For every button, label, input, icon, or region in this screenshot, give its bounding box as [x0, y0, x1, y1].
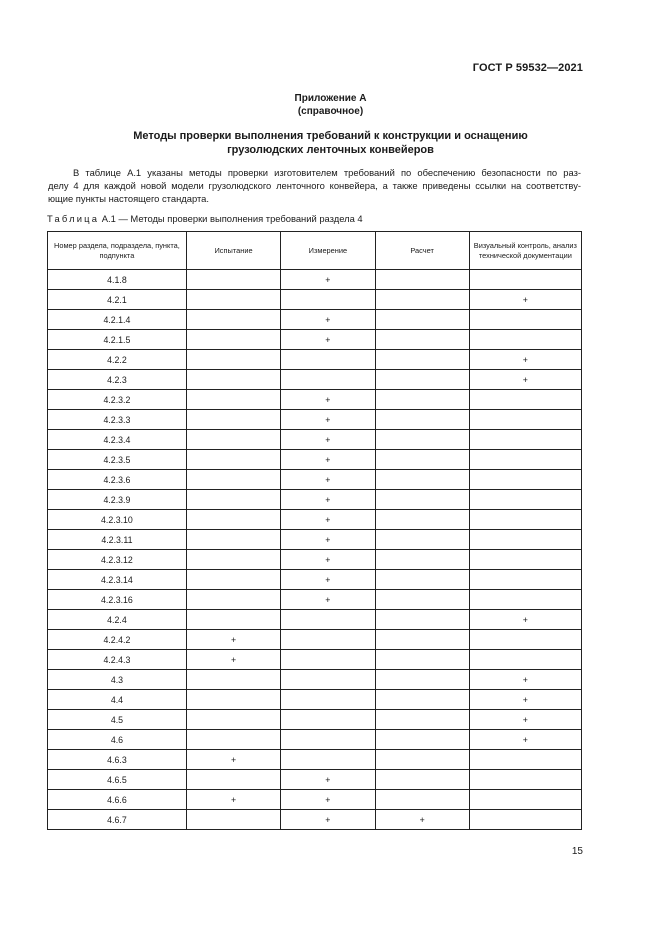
- cell-measurement: [281, 710, 375, 730]
- cell-visual-inspection: [469, 330, 581, 350]
- annex-label: Приложение А: [294, 93, 367, 104]
- cell-calculation: [375, 430, 469, 450]
- cell-calculation: [375, 710, 469, 730]
- cell-calculation: [375, 670, 469, 690]
- cell-test: [186, 710, 280, 730]
- section-heading: [80, 129, 581, 157]
- cell-calculation: [375, 290, 469, 310]
- column-header-section-number: Номер раздела, подраздела, пункта, подпункта: [48, 232, 187, 270]
- table-row: [48, 270, 582, 290]
- cell-section-number: 4.2.1.4: [48, 310, 187, 330]
- cell-calculation: [375, 590, 469, 610]
- cell-measurement: [281, 610, 375, 630]
- table-row: [48, 670, 582, 690]
- cell-test: [186, 770, 280, 790]
- cell-test: [186, 570, 280, 590]
- cell-section-number: 4.2.4.3: [48, 650, 187, 670]
- cell-calculation: [375, 630, 469, 650]
- cell-visual-inspection: [469, 750, 581, 770]
- cell-test: [186, 590, 280, 610]
- cell-section-number: 4.2.3.9: [48, 490, 187, 510]
- cell-section-number: 4.2.4.2: [48, 630, 187, 650]
- cell-measurement: +: [281, 530, 375, 550]
- cell-calculation: [375, 390, 469, 410]
- cell-test: [186, 670, 280, 690]
- cell-calculation: [375, 770, 469, 790]
- table-row: [48, 350, 582, 370]
- cell-calculation: [375, 650, 469, 670]
- cell-section-number: 4.2.3.16: [48, 590, 187, 610]
- cell-section-number: 4.2.3.14: [48, 570, 187, 590]
- table-row: [48, 550, 582, 570]
- intro-paragraph: [48, 166, 581, 205]
- cell-section-number: 4.2.3.12: [48, 550, 187, 570]
- table-row: [48, 290, 582, 310]
- heading-line-1: Методы проверки выполнения требований к конструкции и оснащению: [133, 130, 528, 142]
- table-row: [48, 310, 582, 330]
- cell-calculation: [375, 530, 469, 550]
- table-row: [48, 650, 582, 670]
- table-row: [48, 690, 582, 710]
- cell-measurement: [281, 730, 375, 750]
- cell-measurement: [281, 370, 375, 390]
- cell-calculation: [375, 410, 469, 430]
- table-row: [48, 570, 582, 590]
- table-row: [48, 470, 582, 490]
- cell-visual-inspection: [469, 650, 581, 670]
- cell-measurement: [281, 670, 375, 690]
- cell-section-number: 4.6.5: [48, 770, 187, 790]
- cell-test: [186, 810, 280, 830]
- cell-visual-inspection: +: [469, 610, 581, 630]
- table-header-row: [48, 232, 582, 270]
- cell-test: [186, 450, 280, 470]
- cell-section-number: 4.2.3.2: [48, 390, 187, 410]
- cell-measurement: +: [281, 330, 375, 350]
- table-row: [48, 430, 582, 450]
- cell-measurement: [281, 290, 375, 310]
- column-header-measurement: Измерение: [281, 232, 375, 270]
- cell-measurement: +: [281, 470, 375, 490]
- cell-measurement: [281, 750, 375, 770]
- cell-measurement: [281, 650, 375, 670]
- cell-visual-inspection: [469, 450, 581, 470]
- heading-line-2: грузолюдских ленточных конвейеров: [227, 144, 434, 156]
- cell-visual-inspection: [469, 590, 581, 610]
- table-row: [48, 810, 582, 830]
- cell-calculation: [375, 330, 469, 350]
- cell-section-number: 4.2.3.3: [48, 410, 187, 430]
- cell-section-number: 4.6.3: [48, 750, 187, 770]
- standard-code: ГОСТ Р 59532—2021: [472, 62, 583, 74]
- cell-test: [186, 610, 280, 630]
- cell-calculation: +: [375, 810, 469, 830]
- intro-line-3: ющие пункты настоящего стандарта.: [48, 193, 209, 204]
- cell-test: [186, 690, 280, 710]
- intro-line-2: делу 4 для каждой новой модели грузолюдского ленточного конвейера, а также приведены ссылки на соответству-: [48, 180, 581, 191]
- cell-visual-inspection: [469, 570, 581, 590]
- cell-calculation: [375, 610, 469, 630]
- cell-measurement: +: [281, 770, 375, 790]
- cell-calculation: [375, 510, 469, 530]
- cell-section-number: 4.2.3: [48, 370, 187, 390]
- table-row: [48, 750, 582, 770]
- cell-visual-inspection: [469, 510, 581, 530]
- cell-calculation: [375, 450, 469, 470]
- cell-visual-inspection: [469, 470, 581, 490]
- cell-test: +: [186, 750, 280, 770]
- cell-section-number: 4.2.3.6: [48, 470, 187, 490]
- table-row: [48, 610, 582, 630]
- intro-line-1: В таблице А.1 указаны методы проверки изготовителем требований по обеспечению безопасности по раз-: [73, 167, 581, 178]
- cell-visual-inspection: +: [469, 350, 581, 370]
- cell-visual-inspection: [469, 550, 581, 570]
- table-row: [48, 510, 582, 530]
- cell-test: [186, 370, 280, 390]
- cell-visual-inspection: +: [469, 290, 581, 310]
- cell-visual-inspection: [469, 430, 581, 450]
- cell-measurement: +: [281, 550, 375, 570]
- cell-section-number: 4.2.1.5: [48, 330, 187, 350]
- cell-visual-inspection: [469, 410, 581, 430]
- cell-calculation: [375, 470, 469, 490]
- cell-measurement: +: [281, 410, 375, 430]
- cell-test: [186, 330, 280, 350]
- cell-section-number: 4.6: [48, 730, 187, 750]
- cell-calculation: [375, 750, 469, 770]
- cell-section-number: 4.2.3.11: [48, 530, 187, 550]
- table-row: [48, 630, 582, 650]
- table-row: [48, 710, 582, 730]
- cell-measurement: +: [281, 510, 375, 530]
- cell-section-number: 4.3: [48, 670, 187, 690]
- table-caption: [47, 213, 363, 224]
- cell-measurement: +: [281, 570, 375, 590]
- page-number: 15: [571, 846, 583, 857]
- cell-calculation: [375, 490, 469, 510]
- cell-test: [186, 730, 280, 750]
- annex-title: [0, 92, 661, 118]
- cell-measurement: +: [281, 430, 375, 450]
- cell-calculation: [375, 370, 469, 390]
- cell-calculation: [375, 690, 469, 710]
- table-row: [48, 730, 582, 750]
- cell-test: [186, 530, 280, 550]
- cell-visual-inspection: [469, 390, 581, 410]
- cell-visual-inspection: [469, 490, 581, 510]
- cell-calculation: [375, 350, 469, 370]
- cell-visual-inspection: [469, 770, 581, 790]
- cell-section-number: 4.2.3.5: [48, 450, 187, 470]
- cell-visual-inspection: +: [469, 690, 581, 710]
- cell-test: [186, 310, 280, 330]
- cell-measurement: +: [281, 810, 375, 830]
- cell-visual-inspection: [469, 530, 581, 550]
- table-caption-word: Таблица: [47, 213, 100, 224]
- cell-visual-inspection: [469, 810, 581, 830]
- cell-visual-inspection: +: [469, 710, 581, 730]
- cell-test: [186, 350, 280, 370]
- cell-measurement: [281, 350, 375, 370]
- table-body: [48, 270, 582, 830]
- column-header-visual-inspection: Визуальный контроль, анализ технической документации: [469, 232, 581, 270]
- cell-section-number: 4.2.2: [48, 350, 187, 370]
- table-row: [48, 790, 582, 810]
- cell-measurement: +: [281, 270, 375, 290]
- table-row: [48, 390, 582, 410]
- cell-measurement: +: [281, 450, 375, 470]
- cell-measurement: +: [281, 310, 375, 330]
- cell-visual-inspection: [469, 310, 581, 330]
- cell-test: [186, 270, 280, 290]
- table-row: [48, 490, 582, 510]
- cell-test: +: [186, 790, 280, 810]
- table-row: [48, 450, 582, 470]
- cell-test: [186, 290, 280, 310]
- cell-visual-inspection: +: [469, 730, 581, 750]
- cell-section-number: 4.2.3.4: [48, 430, 187, 450]
- cell-test: [186, 490, 280, 510]
- cell-measurement: +: [281, 390, 375, 410]
- cell-visual-inspection: +: [469, 370, 581, 390]
- cell-section-number: 4.1.8: [48, 270, 187, 290]
- cell-visual-inspection: +: [469, 670, 581, 690]
- cell-visual-inspection: [469, 790, 581, 810]
- column-header-test: Испытание: [186, 232, 280, 270]
- cell-calculation: [375, 310, 469, 330]
- cell-measurement: [281, 690, 375, 710]
- cell-test: +: [186, 650, 280, 670]
- cell-visual-inspection: [469, 630, 581, 650]
- cell-calculation: [375, 730, 469, 750]
- cell-test: [186, 430, 280, 450]
- cell-measurement: +: [281, 790, 375, 810]
- cell-calculation: [375, 550, 469, 570]
- cell-section-number: 4.6.6: [48, 790, 187, 810]
- cell-measurement: +: [281, 490, 375, 510]
- cell-section-number: 4.6.7: [48, 810, 187, 830]
- cell-calculation: [375, 790, 469, 810]
- table-row: [48, 590, 582, 610]
- cell-section-number: 4.2.1: [48, 290, 187, 310]
- annex-type: (справочное): [297, 106, 364, 117]
- cell-test: [186, 550, 280, 570]
- table-row: [48, 530, 582, 550]
- cell-section-number: 4.2.4: [48, 610, 187, 630]
- cell-calculation: [375, 570, 469, 590]
- cell-section-number: 4.4: [48, 690, 187, 710]
- cell-test: [186, 510, 280, 530]
- cell-test: [186, 410, 280, 430]
- table-caption-text: А.1 — Методы проверки выполнения требований раздела 4: [101, 213, 363, 224]
- table-row: [48, 370, 582, 390]
- cell-visual-inspection: [469, 270, 581, 290]
- cell-section-number: 4.2.3.10: [48, 510, 187, 530]
- cell-test: [186, 470, 280, 490]
- cell-test: [186, 390, 280, 410]
- table-row: [48, 410, 582, 430]
- cell-calculation: [375, 270, 469, 290]
- requirements-table: [47, 231, 582, 830]
- table-row: [48, 330, 582, 350]
- cell-measurement: +: [281, 590, 375, 610]
- table-row: [48, 770, 582, 790]
- cell-test: +: [186, 630, 280, 650]
- column-header-calculation: Расчет: [375, 232, 469, 270]
- cell-section-number: 4.5: [48, 710, 187, 730]
- cell-measurement: [281, 630, 375, 650]
